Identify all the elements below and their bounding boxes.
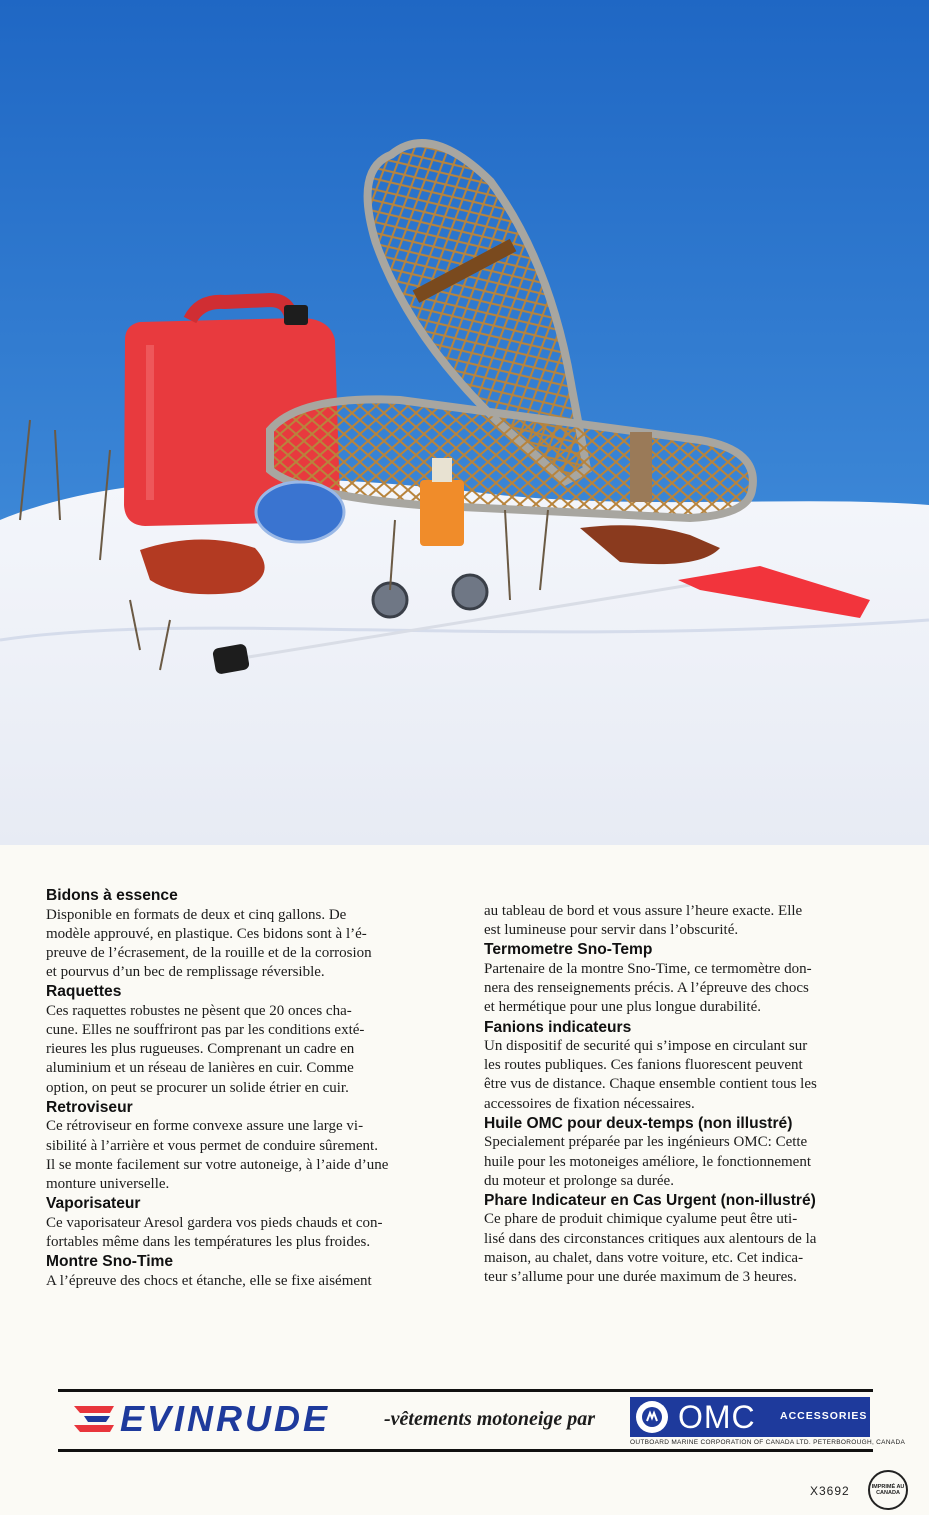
section-text-line: sibilité à l’arrière et vous permet de conduire sûrement.: [46, 1137, 378, 1154]
product-code: X3692: [810, 1484, 850, 1498]
section-text-line: cune. Elles ne souffriront pas par les conditions exté-: [46, 1022, 365, 1039]
section-text-line: maison, au chalet, dans votre voiture, etc. Cet indica-: [484, 1249, 804, 1266]
section-text-line: Disponible en formats de deux et cinq gallons. De: [46, 906, 347, 923]
section-text-line: modèle approuvé, en plastique. Ces bidons sont à l’é-: [46, 925, 367, 942]
footer-tagline: -vêtements motoneige par: [384, 1408, 596, 1430]
left-text-column: [46, 886, 471, 1291]
section-text-line: est lumineuse pour servir dans l’obscurité.: [484, 922, 739, 939]
section-text-line: et pourvus d’un bec de remplissage réversible.: [46, 964, 325, 981]
section-text-line: Ce phare de produit chimique cyalume peut être uti-: [484, 1211, 798, 1228]
section-text-line: lisé dans des circonstances critiques aux alentours de la: [484, 1230, 817, 1247]
section-text-line: fortables même dans les températures les plus froides.: [46, 1233, 371, 1250]
section-heading: Phare Indicateur en Cas Urgent (non-illustré): [484, 1191, 816, 1209]
section-text-line: Ce rétroviseur en forme convexe assure une large vi-: [46, 1118, 364, 1135]
omc-emblem-icon: [636, 1401, 668, 1433]
section-heading: Vaporisateur: [46, 1195, 141, 1213]
thermometer-illustration: [453, 575, 487, 609]
section-heading: Fanions indicateurs: [484, 1018, 632, 1036]
section-heading: Bidons à essence: [46, 887, 178, 904]
section-text-line: les routes publiques. Ces fanions fluorescent peuvent: [484, 1057, 803, 1074]
omc-subline: OUTBOARD MARINE CORPORATION OF CANADA LTD. PETERBOROUGH, CANADA: [630, 1439, 906, 1446]
section-text-line: être vus de distance. Chaque ensemble contient tous les: [484, 1076, 817, 1093]
section-heading: Retroviseur: [46, 1098, 133, 1116]
section-heading: Montre Sno-Time: [46, 1253, 174, 1271]
section-text-line: Ce vaporisateur Aresol gardera vos pieds chauds et con-: [46, 1214, 383, 1231]
footer-rule-top: [58, 1389, 873, 1392]
section-text-line: du moteur et prolonge sa durée.: [484, 1172, 674, 1189]
right-text-column: [484, 902, 899, 1287]
section-text-line: Un dispositif de securité qui s’impose en circulant sur: [484, 1038, 808, 1055]
mirror-illustration: [256, 482, 344, 542]
section-text-line: au tableau de bord et vous assure l’heure exacte. Elle: [484, 903, 803, 919]
section-heading: Termometre Sno-Temp: [484, 941, 653, 959]
section-text-line: Il se monte facilement sur votre autoneige, à l’aide d’une: [46, 1156, 389, 1173]
section-heading: Raquettes: [46, 983, 122, 1001]
section-text-line: option, on peut se procurer un solide étrier en cuir.: [46, 1079, 349, 1096]
section-text-line: preuve de l’écrasement, de la rouille et de la corrosion: [46, 944, 372, 961]
section-text-line: Specialement préparée par les ingénieurs OMC: Cette: [484, 1134, 808, 1151]
section-text-line: A l’épreuve des chocs et étanche, elle se fixe aisément: [46, 1272, 372, 1289]
section-text-line: nera des renseignements précis. A l’épreuve des chocs: [484, 980, 809, 997]
brand-evinrude: EVINRUDE: [120, 1398, 331, 1439]
section-text-line: accessoires de fixation nécessaires.: [484, 1095, 695, 1112]
printed-in-canada-seal: [868, 1470, 908, 1510]
seal-text: IMPRIMÉ AU CANADA: [871, 1484, 905, 1496]
section-text-line: Partenaire de la montre Sno-Time, ce termomètre don-: [484, 960, 812, 977]
section-text-line: et hermétique pour une plus longue durabilité.: [484, 999, 762, 1016]
section-heading: Huile OMC pour deux-temps (non illustré): [484, 1114, 793, 1132]
section-text-line: aluminium et un réseau de lanières en cuir. Comme: [46, 1060, 354, 1077]
section-text-line: huile pour les motoneiges améliore, le fonctionnement: [484, 1153, 811, 1170]
footer-rule-bottom: [58, 1449, 873, 1452]
section-text-line: rieures les plus rugueuses. Comprenant un cadre en: [46, 1041, 355, 1058]
evinrude-logo-icon: [70, 1404, 118, 1434]
omc-word: OMC: [678, 1399, 756, 1435]
section-text-line: teur s’allume pour une durée maximum de 3 heures.: [484, 1269, 797, 1286]
section-text-line: Ces raquettes robustes ne pèsent que 20 onces cha-: [46, 1002, 352, 1019]
section-text-line: monture universelle.: [46, 1175, 170, 1192]
omc-accessories: ACCESSORIES: [780, 1410, 868, 1422]
